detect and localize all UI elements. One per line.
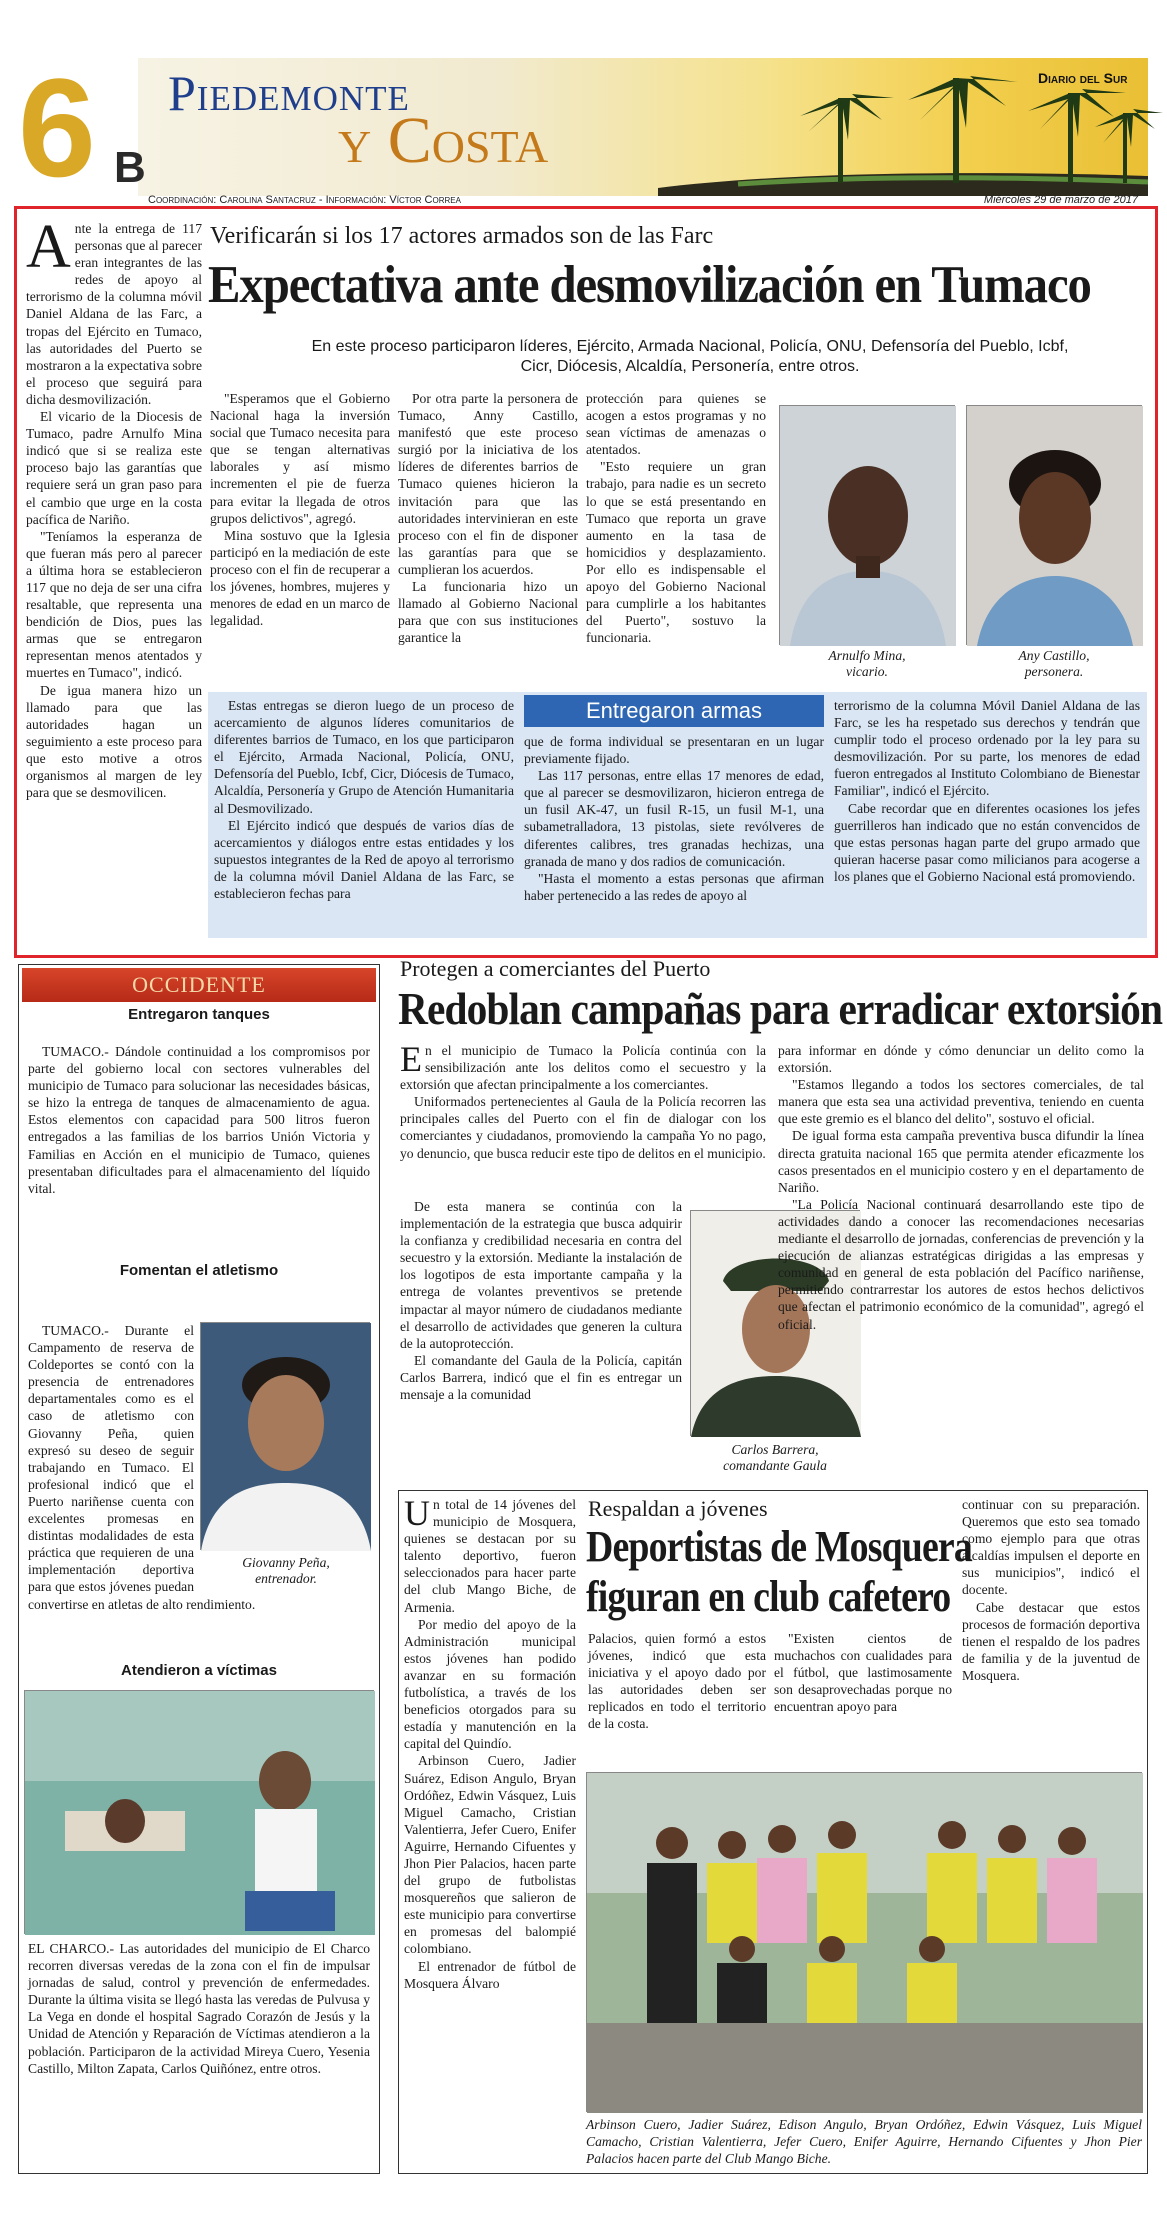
article1-box-column-3 bbox=[834, 697, 1140, 885]
page-letter: B bbox=[114, 143, 146, 192]
article1-col1-p4: De igua manera hizo un llamado para que las autoridades hagan un seguimiento a este proceso para que esto motive a otros organismos al margen de ley para que se desmovilicen. bbox=[26, 682, 202, 801]
article1-column-4 bbox=[586, 390, 766, 646]
masthead bbox=[18, 49, 1148, 208]
article1-col2-p2: Mina sostuvo que la Iglesia participó en la mediación de este proceso con el fin de recuperar a los jóvenes, hombres, mujeres y menores de edad en un marco de legalidad. bbox=[210, 527, 390, 629]
page-number: 6 bbox=[18, 49, 96, 206]
article2-kicker: Protegen a comerciantes del Puerto bbox=[400, 956, 711, 981]
photo-arnulfo-caption bbox=[779, 648, 955, 680]
caption-role: comandante Gaula bbox=[723, 1458, 827, 1473]
photo-atencion-victimas bbox=[24, 1690, 374, 1934]
photo-any-castillo bbox=[966, 405, 1142, 645]
article1-col4-p2: "Esto requiere un gran trabajo, para nadie es un secreto lo que se está presentando en Tumaco que reporta un grave aumento en la tasa de homicidios y desplazamiento. Por ello es indispensable el apoyo del Gobierno Nacional para cumplirle a los habitantes del Puerto", sostuvo la funcionaria. bbox=[586, 459, 766, 646]
article3-col4-p1: continuar con su preparación. Queremos que esto sea tomado como ejemplo para que otras alcaldías impulsen el deporte en sus municipios", indicó el docente. bbox=[962, 1497, 1140, 1598]
article2-mid-p2: El comandante del Gaula de la Policía, capitán Carlos Barrera, indicó que el fin es entregar un mensaje a la comunidad bbox=[400, 1352, 682, 1403]
team-photo-illustration bbox=[587, 1773, 1143, 2113]
section-title-line1: Piedemonte bbox=[168, 65, 410, 121]
article3-column-4 bbox=[962, 1496, 1140, 1684]
caption-name: Any Castillo, bbox=[1018, 648, 1090, 663]
article1-kicker: Verificarán si los 17 actores armados son de las Farc bbox=[210, 223, 714, 249]
article3-col4-p2: Cabe destacar que estos procesos de formación deportiva tienen el respaldo de los padres de familia y de la juventud de Mosquera. bbox=[962, 1599, 1140, 1683]
article2-right-p2: "Estamos llegando a todos los sectores comerciales, de tal manera que esta sea una actividad preventiva, teniendo en cuenta que este gremio es el blanco del delito", sostuvo el oficial. bbox=[778, 1077, 1144, 1127]
article3-headline-line1: Deportistas de Mosquera bbox=[586, 1522, 972, 1571]
portrait-illustration bbox=[201, 1323, 371, 1551]
article1-box-col3-p1: terrorismo de la columna Móvil Daniel Aldana de las Farc, se les ha respetado sus derechos y tendrán que cumplir todo el proceso ordenado por la ley para su desmovilización. Por su parte, los menores de edad fueron entregados al Instituto Colombiano de Bienestar Familiar", indicó el Ejército. bbox=[834, 698, 1140, 799]
article3-col1-p3: Arbinson Cuero, Jadier Suárez, Edison Angulo, Bryan Ordóñez, Edwin Vásquez, Luis Miguel Camacho, Cristian Valentierra, Jefer Cuero, Enifer Aguirre, Hernando Cifuentes y Jhon Pier Palacios, hacen parte del grupo de futbolistas mosquereños que salieron de este municipio para convertirse en promesas del balompié colombiano. bbox=[404, 1753, 576, 1957]
clinic-scene-illustration bbox=[25, 1691, 375, 1935]
article1-col4-p1: protección para quienes se acogen a estos programas y no sean víctimas de amenazas o atentados. bbox=[586, 391, 766, 458]
occidente-s1-text bbox=[28, 1043, 370, 1197]
article1-box-column-2 bbox=[524, 733, 824, 904]
publication-name: Diario del Sur bbox=[1038, 70, 1128, 86]
occidente-s1-paragraph: TUMACO.- Dándole continuidad a los compromisos por parte del gobierno local con sectores vulnerables del municipio de Tumaco para solucionar las necesidades básicas, se hizo la entrega de tanques de almacenamiento de agua. Estos elementos con capacidad para 500 litros fueron entregados a las familias de los barrios Unión Victoria y Familias en Acción en el municipio de Tumaco, quienes presentaban dificultades para el almacenamiento del líquido vital. bbox=[28, 1044, 370, 1196]
article1-box-column-1 bbox=[214, 697, 514, 902]
article3-column-2 bbox=[588, 1630, 766, 1733]
article3-dropcap: U bbox=[404, 1493, 430, 1533]
article2-dropcap: E bbox=[400, 1039, 422, 1079]
article2-right-p3: De igual forma esta campaña preventiva busca difundir la línea directa gratuita nacional 165 que permita atender eficazmente los casos presentados en el municipio costero y en el departamento de Nariño. bbox=[778, 1128, 1144, 1195]
caption-name: Carlos Barrera, bbox=[731, 1442, 819, 1457]
article2-top-p1: n el municipio de Tumaco la Policía continúa con la sensibilización ante los delitos como el secuestro y la extorsión que afectan principalmente a los comerciantes. bbox=[400, 1043, 766, 1093]
article1-box-col3-p2: Cabe recordar que en diferentes ocasiones los jefes guerrilleros han indicado que no están convencidos de que estas personas hagan parte del grupo armado que quieran hacerse pasar como milicianos para acogerse a los planes que el Gobierno Nacional está promoviendo. bbox=[834, 800, 1140, 884]
occidente-s3-text bbox=[28, 1940, 370, 2077]
caption-name: Giovanny Peña, bbox=[242, 1555, 330, 1570]
article3-col1-p1: n total de 14 jóvenes del municipio de Mosquera, quienes se destacan por su talento deportivo, fueron seleccionados para hacer parte del club Mango Biche, de Armenia. bbox=[404, 1497, 576, 1615]
photo-team-mango-biche bbox=[586, 1772, 1142, 2112]
occidente-banner: OCCIDENTE bbox=[22, 968, 376, 1002]
photo-giovanny-pena bbox=[200, 1322, 370, 1586]
article2-right-p4: "La Policía Nacional continuará desarrollando este tipo de actividades dando a conocer las recomendaciones necesarias mediante el desarrollo de jornadas, conferencias de prevención y la ejecución de alianzas estratégicas dirigidas a las empresas y comunidad en general de esta población del Pacífico nariñense, permitiendo contrarrestar los autores de estos hechos delictivos que afectan el patrimonio económico de la comunidad", agregó el oficial. bbox=[778, 1196, 1144, 1332]
article2-right bbox=[778, 1042, 1144, 1333]
article3-column-3 bbox=[774, 1630, 952, 1715]
article1-col3-p2: La funcionaria hizo un llamado al Gobierno Nacional para que con sus instituciones garantice la bbox=[398, 579, 578, 646]
article2-right-p1: para informar en dónde y cómo denunciar un delito como la extorsión. bbox=[778, 1043, 1144, 1076]
article1-col1-p2: El vicario de la Diocesis de Tumaco, padre Arnulfo Mina indicó que si se realiza este proceso bajo las garantías que requiere será un gran paso para el cambio que urge en la costa pacífica de Nariño. bbox=[26, 409, 202, 527]
article1-col2-p1: "Esperamos que el Gobierno Nacional haga la inversión social que Tumaco necesita para que se tengan alternativas laborales y así mismo incrementen el pie de fuerza para evitar la llegada de otros grupos delictivos", agregó. bbox=[210, 391, 390, 526]
article3-col1-p4: El entrenador de fútbol de Mosquera Álvaro bbox=[404, 1958, 576, 1991]
article2-headline: Redoblan campañas para erradicar extorsión bbox=[398, 983, 1163, 1034]
occidente-s2-title: Fomentan el atletismo bbox=[119, 1262, 279, 1279]
article1-col1-p3: "Teníamos la esperanza de que fueran más pero al parecer a última hora se establecieron 117 que no deja de ser una cifra resaltable, que representa una bendición de Dios, pues las armas que se entregaron representan menos atentados y muertes en Tumaco", indicó. bbox=[26, 528, 202, 681]
article3-column-1 bbox=[404, 1493, 576, 1992]
caption-role: entrenador. bbox=[255, 1571, 317, 1586]
photo-arnulfo-mina bbox=[779, 405, 955, 645]
article2-mid-p1: De esta manera se continúa con la implementación de la estrategia que busca adquirir la confianza y credibilidad necesaria en contra del secuestro y la extorsión. Mediante la instalación de los logotipos de esta importante campaña y la entrega de volantes preventivos se pretende impactar al mayor número de ciudadanos mediante el desarrollo de actividades que generen la cultura de la autoprotección. bbox=[400, 1199, 682, 1351]
article1-column-3 bbox=[398, 390, 578, 646]
occidente-s3-title: Atendieron a víctimas bbox=[121, 1662, 277, 1679]
photo-any-caption bbox=[966, 648, 1142, 680]
article1-headline: Expectativa ante desmovilización en Tumaco bbox=[208, 256, 1091, 314]
article3-col3-p1: "Existen cientos de muchachos con cualidades para el fútbol, que lastimosamente son desaprovechadas porque no encuentran apoyo para bbox=[774, 1631, 952, 1715]
portrait-illustration bbox=[780, 406, 956, 646]
portrait-illustration bbox=[967, 406, 1143, 646]
article3-col2-p1: Palacios, quien formó a estos jóvenes, indicó que esta iniciativa y el apoyo dado por las autoridades deben ser replicados en todo el territorio de la costa. bbox=[588, 1631, 766, 1732]
article3-kicker: Respaldan a jóvenes bbox=[588, 1496, 768, 1521]
article1-box-col1-p2: El Ejército indicó que después de varios días de acercamientos y diálogos entre estas entidades y los supuestos integrantes de la Red de apoyo al terrorismo de la columna móvil Daniel Aldana de las Farc, se establecieron fechas para bbox=[214, 817, 514, 902]
article1-box-col1-p1: Estas entregas se dieron luego de un proceso de acercamiento de algunos líderes comunitarios de diferentes barrios de Tumaco, en los que participaron el Ejército, Armada Nacional, Policía, ONU, Defensoría del Pueblo, Icbf, Cicr, Diócesis de Tumaco, Alcaldía, Personería y Grupo de Atención Humanitaria al Desmovilizado. bbox=[214, 698, 514, 816]
article3-photo-caption: Arbinson Cuero, Jadier Suárez, Edison Angulo, Bryan Ordóñez, Edwin Vásquez, Luis Miguel Camacho, Cristian Valentierra, Jefer Cuero, Enifer Aguirre, Hernando Cifuentes y Jhon Pier Palacios hacen parte del Club Mango Biche. bbox=[586, 2117, 1142, 2166]
caption-role: personera. bbox=[1024, 664, 1084, 679]
masthead-date: Miércoles 29 de marzo de 2017 bbox=[983, 194, 1138, 206]
article1-deck: En este proceso participaron líderes, Ejército, Armada Nacional, Policía, ONU, Defensoría del Pueblo, Icbf, Cicr, Diócesis, Alcaldía, Personería, entre otros. bbox=[311, 338, 1069, 375]
article3-headline-line2: figuran en club cafetero bbox=[586, 1572, 951, 1621]
occidente-s1-title: Entregaron tanques bbox=[128, 1006, 270, 1023]
caption-name: Arnulfo Mina, bbox=[828, 648, 906, 663]
masthead-credits: Coordinación: Carolina Santacruz - Información: Víctor Correa bbox=[148, 194, 461, 206]
occidente-s2-paragraph: TUMACO.- Durante el Campamento de reserva de Coldeportes se contó con la presencia de entrenadores departamentales como es el caso de atletismo con Giovanny Peña, quien expresó su deseo de seguir trabajando en Tumaco. El profesional indicó que el Puerto nariñense cuenta con excelentes promesas en distintas modalidades de esta práctica que requieren de una implementación deportiva para que estos jóvenes puedan convertirse en atletas de alto rendimiento. bbox=[28, 1323, 256, 1612]
article2-mid-left bbox=[400, 1198, 682, 1403]
article2-top-p2: Uniformados pertenecientes al Gaula de la Policía recorren las principales calles del Puerto con el fin de dialogar con los comerciantes y ciudadanos, promoviendo la campaña Yo no pago, yo denuncio, que busca reducir este tipo de delitos en el municipio. bbox=[400, 1094, 766, 1161]
photo-carlos-caption bbox=[690, 1442, 860, 1474]
article2-top-left bbox=[400, 1039, 766, 1162]
article1-col3-p1: Por otra parte la personera de Tumaco, Anny Castillo, manifestó que este proceso surgió por la iniciativa de los líderes de diferentes barrios de Tumaco quienes hicieron la invitación para que las autoridades intervinieran en este proceso con el fin de disponer las garantías para que se cumplieran los acuerdos. bbox=[398, 391, 578, 577]
occidente-s3-paragraph: EL CHARCO.- Las autoridades del municipio de El Charco recorren diversas veredas de la zona con el fin de impulsar jornadas de salud, control y prevención de enfermedades. Durante la última visita se llegó hasta las veredas de Pulvusa y La Vega en donde el hospital Sagrado Corazón de Jesús y la Unidad de Atención y Reparación de Víctimas atendieron a la población. Participaron de la actividad Mireya Cuero, Yesenia Castillo, Milton Zapata, Carlos Quiñónez, entre otros. bbox=[28, 1941, 370, 2076]
caption-role: vicario. bbox=[846, 664, 888, 679]
article1-column-1 bbox=[26, 213, 202, 801]
article3-col1-p2: Por medio del apoyo de la Administración municipal estos jóvenes han podido avanzar en su formación futbolística, a través de los beneficios otorgados para su estadía y manutención en la capital del Quindío. bbox=[404, 1616, 576, 1752]
article1-box-col2-p2: Las 117 personas, entre ellas 17 menores de edad, que al parecer se desmovilizaron, hicieron entrega de un fusil AK-47, un fusil R-15, un fusil M-1, una subametralladora, 13 pistolas, siete revólveres de diferentes calibres, tres granadas hechizas, una granada de mano y dos radios de comunicación. bbox=[524, 768, 824, 869]
section-title-line2: y Costa bbox=[338, 104, 549, 177]
occidente-s2-text bbox=[28, 1322, 370, 1613]
photo-giovanny-caption bbox=[201, 1555, 371, 1587]
article1-box-col2-p3: "Hasta el momento a estas personas que afirman haber pertenecido a las redes de apoyo al bbox=[524, 870, 824, 903]
article1-column-2 bbox=[210, 390, 390, 629]
article1-dropcap: A bbox=[26, 213, 71, 281]
article1-col1-p1: nte la entrega de 117 personas que al parecer eran integrantes de las redes de apoyo al terrorismo de la columna móvil Daniel Aldana de las Farc, a tropas del Ejército en Tumaco, las autoridades del Puerto se mostraron a la expectativa sobre el proceso que seguirá para dicha desmovilización. bbox=[26, 221, 202, 407]
article1-box-subhead: Entregaron armas bbox=[524, 695, 824, 727]
article1-box-col2-p1: que de forma individual se presentaran en un lugar previamente fijado. bbox=[524, 734, 824, 767]
